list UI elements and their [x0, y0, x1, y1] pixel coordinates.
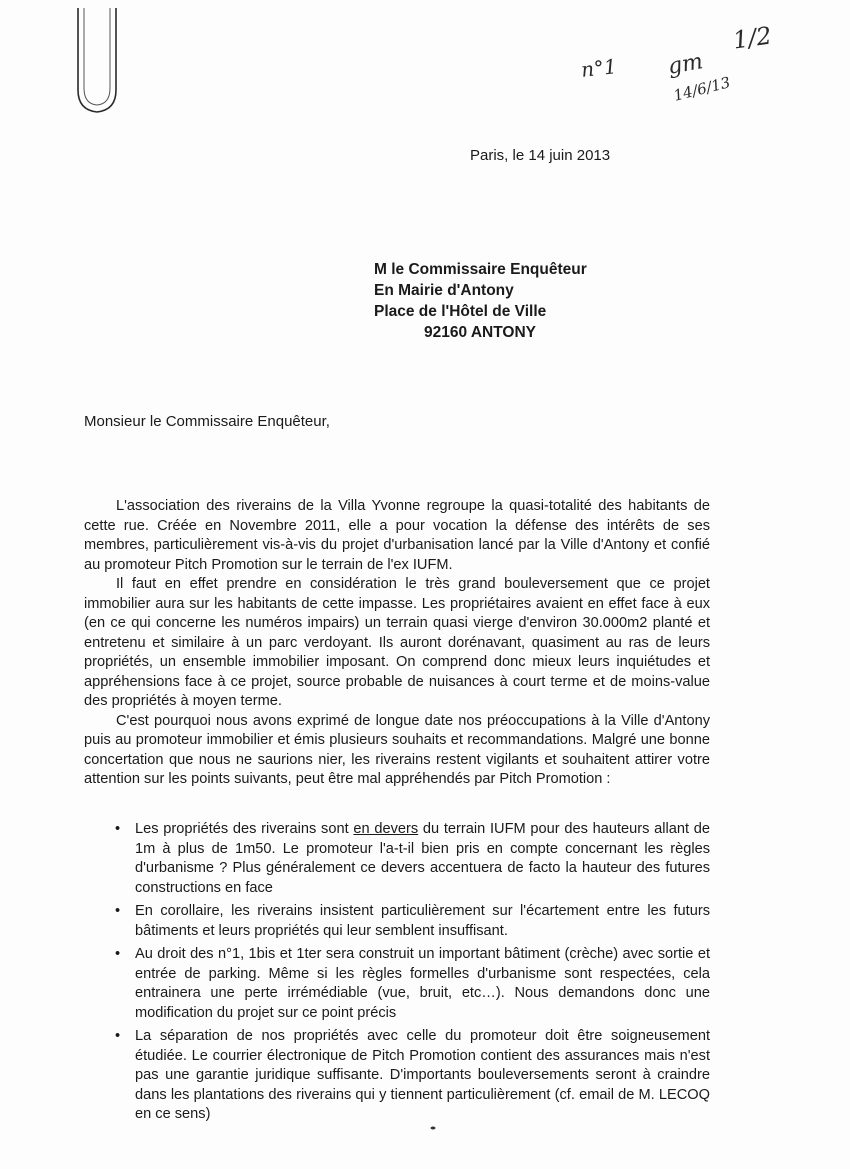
letter-date: Paris, le 14 juin 2013	[470, 147, 611, 164]
recipient-line-1: M le Commissaire Enquêteur	[374, 261, 587, 278]
bullet-icon: •	[115, 903, 121, 919]
concerns-list	[110, 820, 710, 1129]
list-item	[110, 1027, 710, 1125]
annotation-page: 1/2	[731, 21, 774, 55]
bullet-icon: •	[115, 946, 121, 962]
bullet-icon: •	[115, 821, 121, 837]
list-item	[110, 820, 710, 898]
list-item-text: En corollaire, les riverains insistent particulièrement sur l'écartement entre les futurs bâtiments et leurs propriétés qui leur semblent insuffisant.	[135, 903, 710, 939]
list-item	[110, 902, 710, 941]
list-item-text: Au droit des n°1, 1bis et 1ter sera construit un important bâtiment (crèche) avec sortie et entrée de parking. Même si les règles formelles d'urbanisme sont respectées, cela entrainera une perte irrémédiable (vue, bruit, etc…). Nous demandons donc une modification du projet sur ce point précis	[135, 946, 710, 1021]
recipient-line-3: Place de l'Hôtel de Ville	[374, 303, 547, 320]
salutation: Monsieur le Commissaire Enquêteur,	[84, 413, 330, 430]
binder-clip-mark	[72, 8, 122, 118]
letter-body	[84, 497, 710, 790]
scan-speck	[430, 1126, 436, 1130]
annotation-number: n°1	[579, 54, 618, 82]
handwritten-annotations	[575, 20, 815, 120]
annotation-initials: gm	[666, 49, 705, 80]
annotation-date: 14/6/13	[671, 73, 733, 105]
list-item-text: Les propriétés des riverains sont en devers du terrain IUFM pour des hauteurs allant de 1m à plus de 1m50. Le promoteur l'a-t-il bien pris en compte concernant les règles d'urbanisme ? Plus généralement ce devers accentuera de facto la hauteur des futures constructions en face	[135, 821, 710, 896]
paragraph-1: L'association des riverains de la Villa Yvonne regroupe la quasi-totalité des habitants de cette rue. Créée en Novembre 2011, elle a pour vocation la défense des intérêts de ses membres, particulièrement vis-à-vis du projet d'urbanisation lancé par la Ville d'Antony et confié au promoteur Pitch Promotion sur le terrain de l'ex IUFM.	[84, 498, 710, 573]
paragraph-3: C'est pourquoi nous avons exprimé de longue date nos préoccupations à la Ville d'Antony puis au promoteur immobilier et émis plusieurs souhaits et recommandations. Malgré une bonne concertation que nous ne saurions nier, les riverains restent vigilants et souhaitent attirer votre attention sur les points suivants, peut être mal appréhendés par Pitch Promotion :	[84, 712, 710, 787]
paragraph-2: Il faut en effet prendre en considération le très grand bouleversement que ce projet immobilier aura sur les habitants de cette impasse. Les propriétaires avaient en effet face à eux (en ce qui concerne les numéros impairs) un terrain quasi vierge d'environ 30.000m2 planté et entretenu et similaire à un parc verdoyant. Ils auront dorénavant, quasiment au ras de leurs propriétés, un ensemble immobilier imposant. On comprend donc mieux leurs inquiétudes et appréhensions face à ce projet, source probable de nuisances à court terme et de moins-value des propriétés à moyen terme.	[84, 576, 710, 709]
list-item-text: La séparation de nos propriétés avec celle du promoteur doit être soigneusement étudiée. Le courrier électronique de Pitch Promotion contient des assurances mais n'est pas une garantie juridique suffisante. D'importants bouleversements seront à craindre dans les plantations des riverains qui y tiennent particulièrement (cf. email de M. LECOQ en ce sens)	[135, 1028, 710, 1122]
list-item	[110, 945, 710, 1023]
recipient-line-4: 92160 ANTONY	[424, 324, 536, 341]
bullet-icon: •	[115, 1028, 121, 1044]
recipient-line-2: En Mairie d'Antony	[374, 282, 514, 299]
recipient-address	[374, 259, 587, 343]
